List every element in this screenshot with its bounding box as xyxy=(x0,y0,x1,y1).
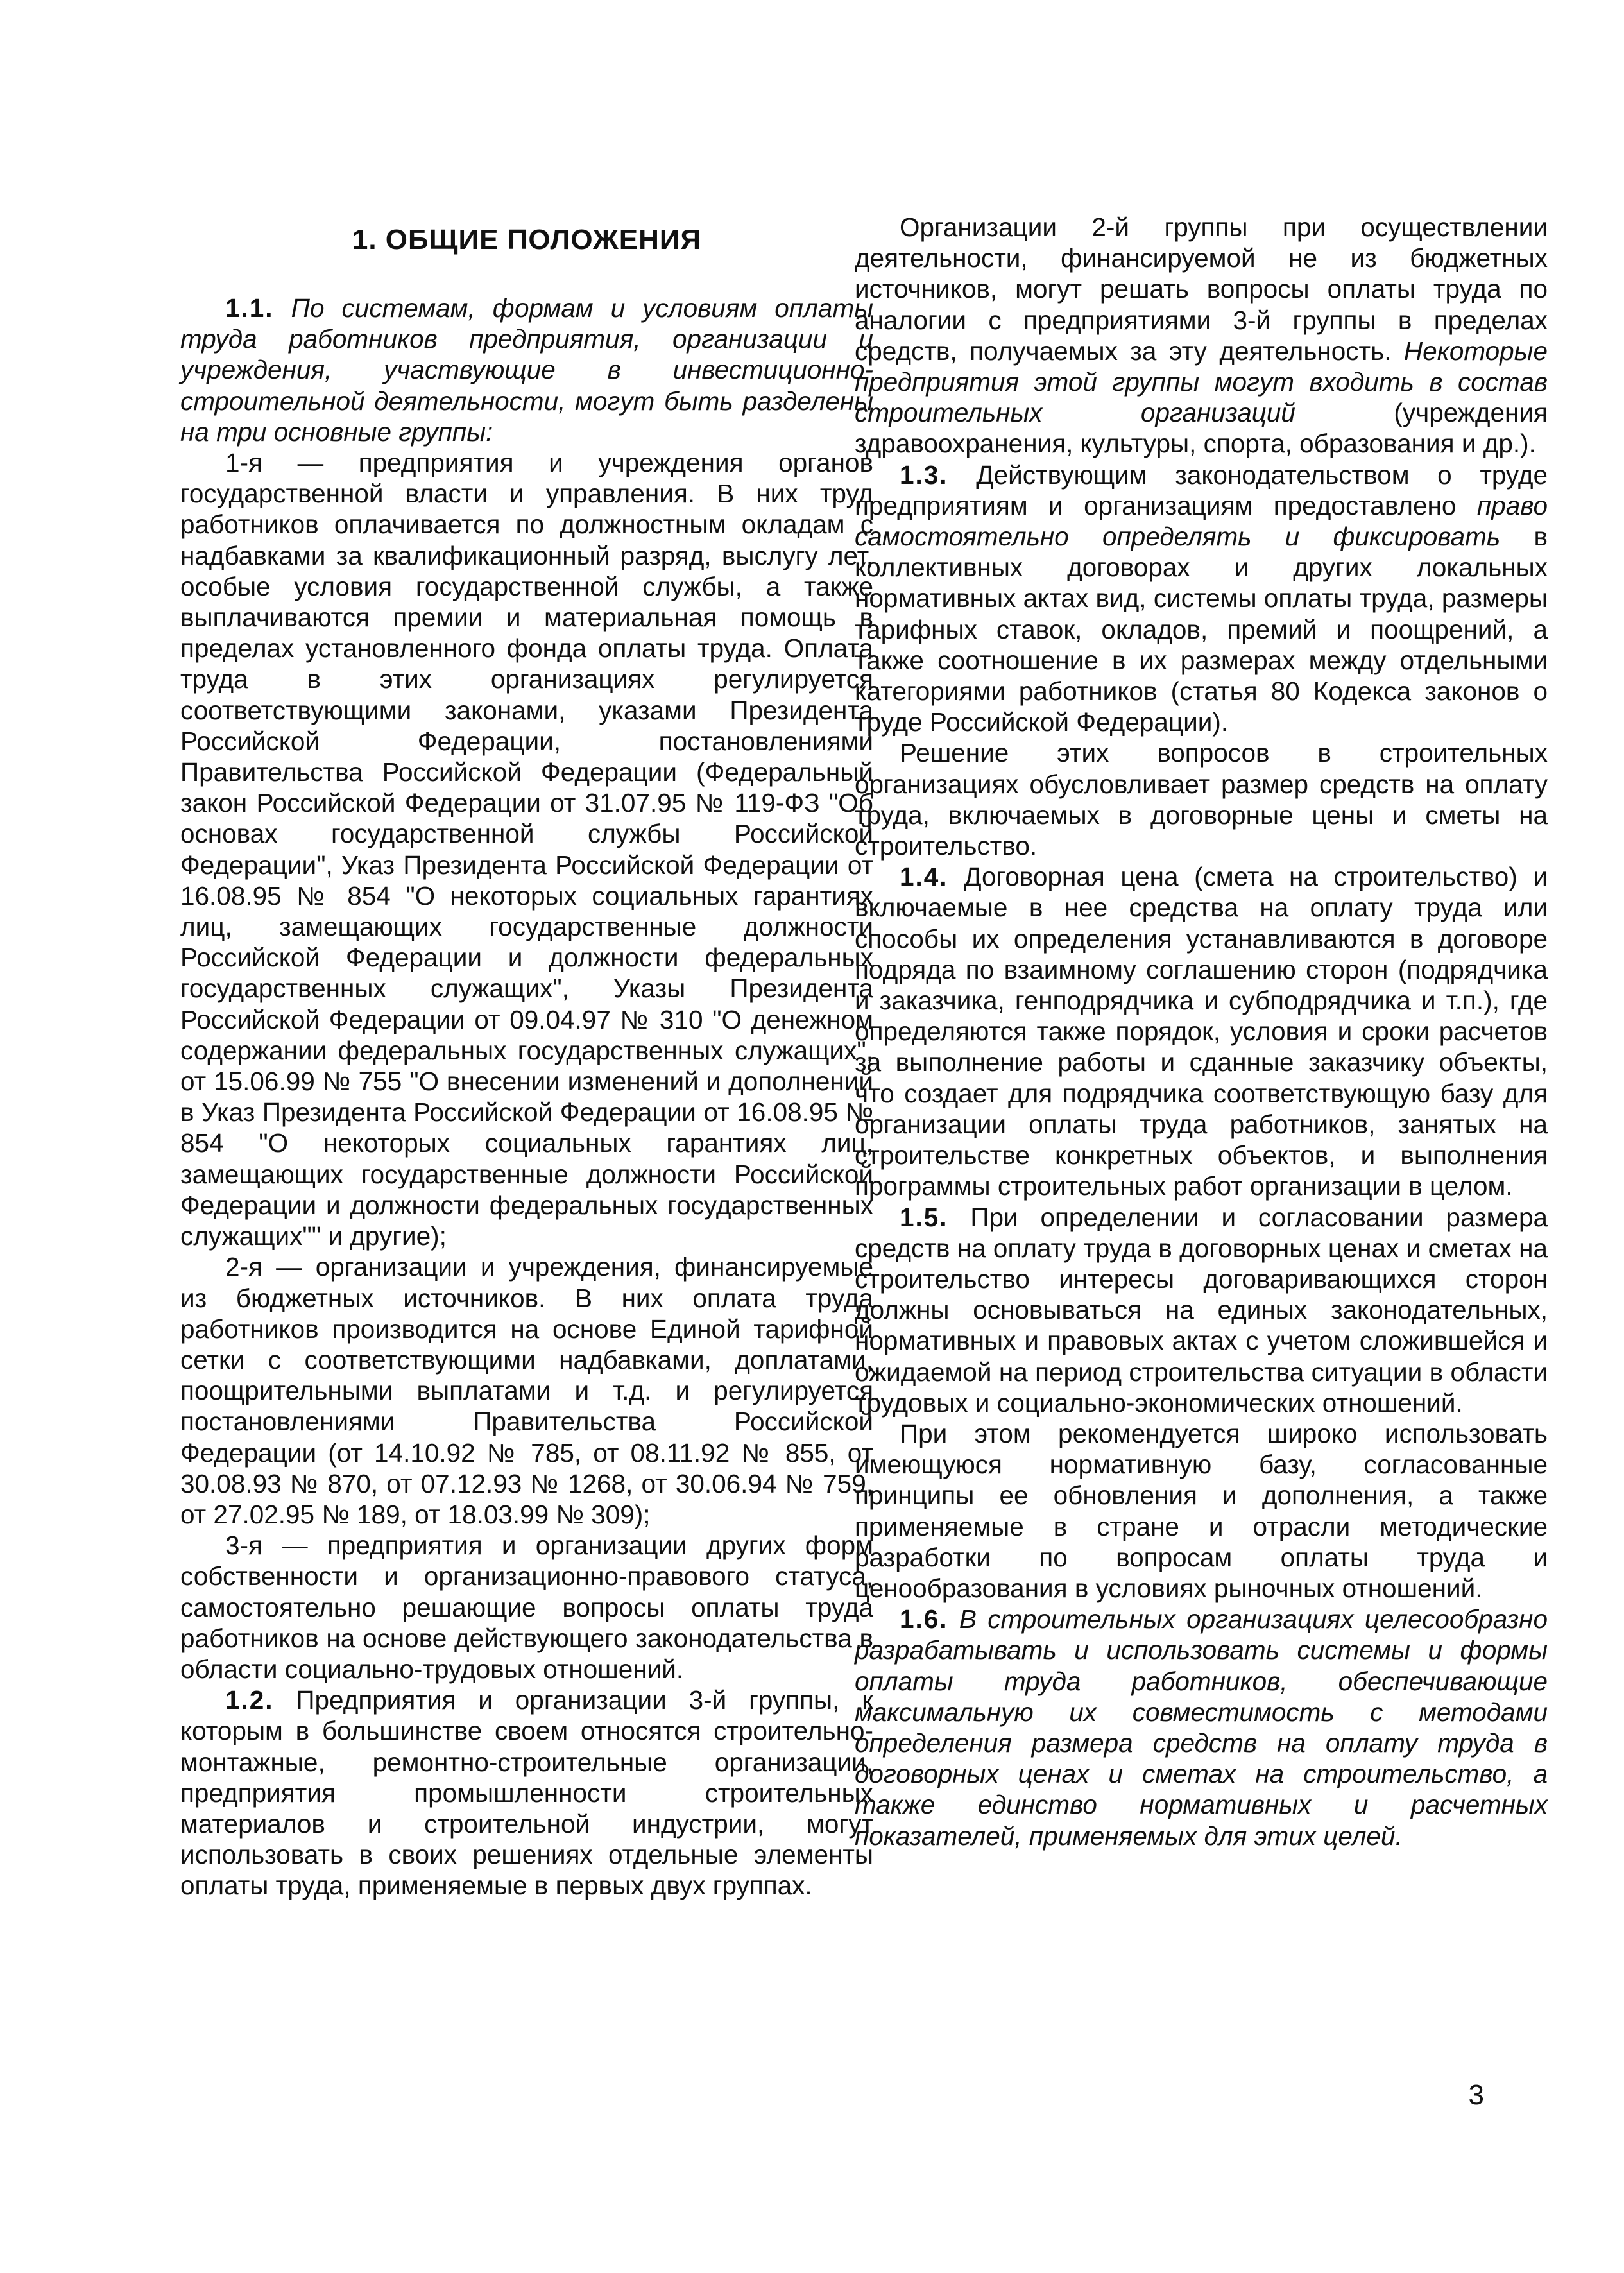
clause-1-2-text: Предприятия и организации 3-й группы, к которым в большинстве своем относятся строительно-монтажные, ремонтно-строительные организации, предприятия промышленности строительных материалов и строительной индустрии, могут использовать в своих решениях отдельные элементы оплаты труда, применяемые в первых двух группах. xyxy=(180,1685,873,1901)
clause-1-3-text-b: в коллективных договорах и других локальных нормативных актах вид, системы оплаты труда, размеры тарифных ставок, окладов, премий и поощрений, а также соотношение в их размерах между отдельными категориями работников (статья 80 Кодекса законов о труде Российской Федерации). xyxy=(855,522,1548,737)
clause-number-1-4: 1.4. xyxy=(900,862,948,892)
paragraph-group-2-continued xyxy=(855,212,1548,459)
paragraph-1-1 xyxy=(180,293,873,447)
clause-1-3-text-emphasis: право самостоятельно определять и фиксировать xyxy=(855,490,1548,552)
paragraph-group-3: 3-я — предприятия и организации других форм собственности и организационно-правового статуса, самостоятельно решающие вопросы оплаты труда работников на основе действующего законодательства в области социально-трудовых отношений. xyxy=(180,1531,873,1684)
paragraph-group-2: 2-я — организации и учреждения, финансируемые из бюджетных источников. В них оплата труда работников производится на основе Единой тарифной сетки с соответствующими надбавками, доплатами, поощрительными выплатами и т.д. и регулируется постановлениями Правительства Российской Федерации (от 14.10.92 № 785, от 08.11.92 № 855, от 30.08.93 № 870, от 07.12.93 № 1268, от 30.06.94 № 759, от 27.02.95 № 189, от 18.03.99 № 309); xyxy=(180,1252,873,1529)
paragraph-1-6 xyxy=(855,1604,1548,1851)
clause-1-5-text: При определении и согласовании размера средств на оплату труда в договорных ценах и сметах на строительство интересы договаривающихся сторон должны основываться на единых законодательных, нормативных и правовых актах с учетом сложившейся и ожидаемой на период строительства ситуации в области трудовых и социально-экономических отношений. xyxy=(855,1202,1548,1418)
paragraph-1-2 xyxy=(180,1685,873,1901)
group-2-text-a: Организации 2-й группы при осуществлении деятельности, финансируемой не из бюджетных источников, могут решать вопросы оплаты труда по аналогии с предприятиями 3-й группы в пределах средств, получаемых за эту деятельность. xyxy=(855,212,1548,366)
clause-1-1-text: По системам, формам и условиям оплаты труда работников предприятия, организации и учреждения, участвующие в инвестиционно-строительной деятельности, могут быть разделены на три основные группы: xyxy=(180,293,873,447)
clause-number-1-2: 1.2. xyxy=(225,1685,274,1715)
clause-1-3-text-a: Действующим законодательством о труде предприятиям и организациям предоставлено xyxy=(855,459,1548,520)
paragraph-1-4 xyxy=(855,861,1548,1201)
clause-number-1-1: 1.1. xyxy=(225,293,274,323)
section-heading: 1. ОБЩИЕ ПОЛОЖЕНИЯ xyxy=(352,224,702,255)
paragraph-decision: Решение этих вопросов в строительных организациях обусловливает размер средств на оплату труда, включаемых в договорные цены и сметы на строительство. xyxy=(855,738,1548,861)
clause-1-4-text: Договорная цена (смета на строительство) и включаемые в нее средства на оплату труда или способы их определения устанавливаются в договоре подряда по взаимному соглашению сторон (подрядчика и заказчика, генподрядчика и субподрядчика и т.п.), где определяются также порядок, условия и сроки расчетов за выполнение работы и сданные заказчику объекты, что создает для подрядчика соответствующую базу для организации оплаты труда работников, занятых на строительстве конкретных объектов, и выполнения программы строительных работ организации в целом. xyxy=(855,862,1548,1201)
paragraph-group-1: 1-я — предприятия и учреждения органов государственной власти и управления. В них труд работников оплачивается по должностным окладам с надбавками за квалификационный разряд, выслугу лет, особые условия государственной службы, а также выплачиваются премии и материальная помощь в пределах установленного фонда оплаты труда. Оплата труда в этих организациях регулируется соответствующими законами, указами Президента Российской Федерации, постановлениями Правительства Российской Федерации (Федеральный закон Российской Федерации от 31.07.95 № 119-ФЗ "Об основах государственной службы Российской Федерации", Указ Президента Российской Федерации от 16.08.95 № 854 "О некоторых социальных гарантиях лиц, замещающих государственные должности Российской Федерации и должности федеральных государственных служащих", Указы Президента Российской Федерации от 09.04.97 № 310 "О денежном содержании федеральных государственных служащих", от 15.06.99 № 755 "О внесении изменений и дополнений в Указ Президента Российской Федерации от 16.08.95 № 854 "О некоторых социальных гарантиях лиц, замещающих государственные должности Российской Федерации и должности федеральных государственных служащих"" и другие); xyxy=(180,448,873,1251)
group-2-text-emphasis: Некоторые предприятия этой группы могут входить в состав строительных организаций xyxy=(855,336,1548,428)
page-number: 3 xyxy=(1468,2079,1484,2111)
paragraph-1-3 xyxy=(855,459,1548,738)
clause-number-1-6: 1.6. xyxy=(900,1604,948,1634)
right-column xyxy=(855,212,1548,1851)
clause-1-6-text: В строительных организациях целесообразно разрабатывать и использовать системы и формы оплаты труда работников, обеспечивающие максимальную их совместимость с методами определения размера средств на оплату труда в договорных ценах и сметах на строительство, а также единство нормативных и расчетных показателей, применяемых для этих целей. xyxy=(855,1604,1548,1851)
left-column xyxy=(180,212,873,1901)
paragraph-1-5 xyxy=(855,1202,1548,1418)
group-2-text-b: (учреждения здравоохранения, культуры, спорта, образования и др.). xyxy=(855,398,1548,459)
paragraph-recommendation: При этом рекомендуется широко использовать имеющуюся нормативную базу, согласованные принципы ее обновления и дополнения, а также применяемые в стране и отрасли методические разработки по вопросам оплаты труда и ценообразования в условиях рыночных отношений. xyxy=(855,1418,1548,1603)
clause-number-1-3: 1.3. xyxy=(900,459,948,490)
clause-number-1-5: 1.5. xyxy=(900,1202,948,1232)
